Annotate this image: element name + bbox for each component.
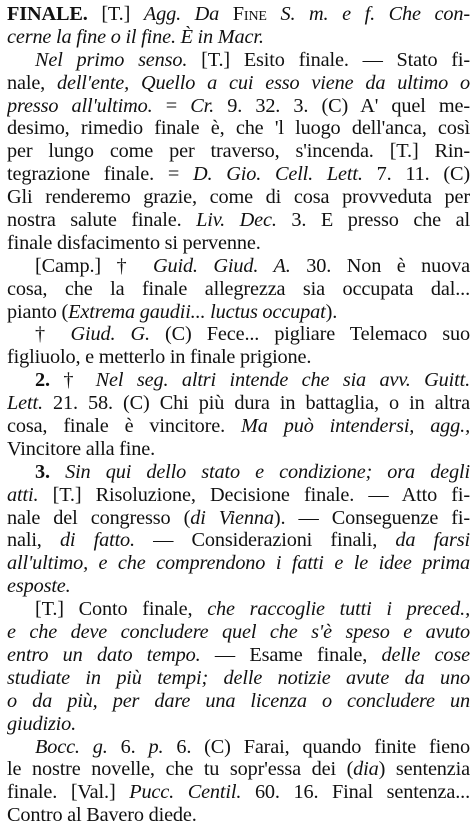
entry-line	[7, 484, 470, 507]
entry-text-segment: 3.	[35, 460, 50, 483]
entry-text-segment: Ma può intendersi, agg.,	[241, 415, 470, 438]
entry-text-segment: studiate in più tempi; delle notizie avute da uno	[7, 666, 470, 689]
entry-text-segment: di fatto.	[59, 529, 135, 552]
entry-line	[7, 346, 470, 369]
entry-text-segment: di Vienna	[190, 506, 274, 529]
entry-text-segment: 3. E presso che al	[276, 209, 470, 232]
entry-text-segment: 60. 16. Final sentenza...	[241, 781, 470, 804]
entry-text-segment: figliuolo, e metterlo in finale prigione.	[7, 346, 312, 369]
entry-text-segment: Gli renderemo grazie, come di cosa provveduta per	[7, 186, 470, 209]
entry-line	[7, 255, 470, 278]
entry-text-segment: [T.] Esito finale. — Stato fi-	[187, 48, 470, 71]
entry-line	[7, 713, 470, 736]
entry-text-segment: †	[49, 369, 96, 392]
entry-text-segment: (C) Fece... pigliare Telemaco suo	[149, 323, 470, 346]
entry-text-segment: cerne la fine o il fine. È in Macr.	[7, 25, 264, 48]
entry-text-segment: Cr.	[190, 94, 215, 117]
entry-text-segment: ).	[325, 300, 338, 323]
entry-line	[7, 438, 470, 461]
entry-text-segment: Fine	[232, 3, 267, 25]
entry-text-segment: nostra salute finale.	[7, 209, 197, 232]
entry-text-segment: Extrema gaudii... luctus occupat	[68, 300, 326, 323]
entry-text-segment: — Considerazioni finali,	[134, 529, 396, 552]
entry-text-segment: Sin qui dello stato e condizione; ora degli	[49, 460, 470, 483]
entry-line	[7, 95, 470, 118]
entry-text-segment: dell'ente, Quello a cui esso viene da ultimo o	[56, 71, 470, 94]
entry-text-segment: p.	[148, 735, 164, 758]
entry-text-segment: delle cose	[381, 643, 470, 666]
entry-line	[7, 621, 470, 644]
entry-text-segment: [T.]	[87, 3, 144, 25]
entry-text-segment: Giud. G.	[70, 323, 150, 346]
entry-text-segment: Pucc. Centil.	[129, 781, 242, 804]
entry-line	[7, 690, 470, 713]
entry-line	[7, 3, 470, 26]
entry-line	[7, 781, 470, 804]
entry-line	[7, 369, 470, 392]
entry-text-segment: giudizio.	[7, 712, 77, 735]
entry-text-segment: Bocc. g.	[35, 735, 108, 758]
entry-text-segment: esposte.	[7, 575, 71, 598]
entry-line	[7, 323, 470, 346]
entry-line	[7, 804, 470, 827]
entry-text-segment: pianto (	[7, 300, 69, 323]
entry-text-segment: Nel seg. altri intende che sia avv. Guitt.	[95, 369, 470, 392]
entry-text-segment: che raccoglie tutti i preced.,	[207, 598, 470, 621]
entry-text-segment: per lungo come per traverso, s'incenda. [T.] Rin-	[7, 140, 470, 163]
entry-line	[7, 415, 470, 438]
entry-line	[7, 163, 470, 186]
entry-text-segment: 9. 32. 3. (C) A' quel me-	[214, 94, 470, 117]
entry-text-segment: finale disfacimento si pervenne.	[7, 231, 261, 254]
entry-text-segment: Lett.	[7, 392, 43, 415]
entry-line	[7, 209, 470, 232]
entry-text-segment: — Esame finale,	[200, 643, 382, 666]
entry-text-segment: le nostre novelle, che tu sopr'essa dei (	[7, 758, 354, 781]
entry-line	[7, 232, 470, 255]
entry-text-segment: D. Gio. Cell. Lett.	[192, 163, 363, 186]
entry-line	[7, 278, 470, 301]
entry-text-segment: [Camp.] †	[35, 254, 153, 277]
entry-text-segment: tegrazione finale. =	[7, 163, 193, 186]
entry-text-segment: atti.	[7, 483, 39, 506]
entry-line	[7, 140, 470, 163]
entry-line	[7, 72, 470, 95]
entry-line	[7, 507, 470, 530]
entry-line	[7, 598, 470, 621]
entry-text-segment: da farsi	[395, 529, 470, 552]
entry-text-segment: nale,	[7, 71, 57, 94]
entry-text-segment: e che deve concludere quel che s'è speso e avuto	[7, 621, 470, 644]
entry-text-segment: [T.] Conto finale,	[35, 598, 208, 621]
entry-text-segment: [T.] Risoluzione, Decisione finale. — Atto fi-	[38, 483, 470, 506]
entry-text-segment: cosa, che la finale allegrezza sia occupata dal...	[7, 277, 470, 300]
entry-text-segment: 7. 11. (C)	[362, 163, 470, 186]
entry-line	[7, 529, 470, 552]
entry-text-segment: Contro al Bavero diede.	[7, 804, 197, 827]
entry-text-segment: cosa, finale è vincitore.	[7, 415, 242, 438]
entry-line	[7, 301, 470, 324]
entry-line	[7, 552, 470, 575]
entry-text-segment: =	[152, 94, 191, 117]
entry-line	[7, 575, 470, 598]
entry-text-segment: 2.	[35, 369, 50, 392]
entry-line	[7, 26, 470, 49]
entry-text-segment: 21. 58. (C) Chi più dura in battaglia, o in altra	[42, 392, 470, 415]
entry-text-segment: Nel primo senso.	[35, 48, 188, 71]
entry-text-segment: desimo, rimedio finale è, che 'l luogo dell'anca, così	[7, 117, 470, 140]
entry-text-segment: ). — Conseguenze fi-	[273, 506, 470, 529]
entry-line	[7, 117, 470, 140]
entry-text-segment: nale del congresso (	[7, 506, 191, 529]
entry-text-segment: 30. Non è nuova	[290, 254, 470, 277]
entry-text-segment: dia	[353, 758, 379, 781]
entry-text-segment: Guid. Giud. A.	[152, 254, 291, 277]
entry-line	[7, 644, 470, 667]
entry-text-segment: finale. [Val.]	[7, 781, 130, 804]
entry-text-segment: ) sentenzia	[378, 758, 470, 781]
entry-line	[7, 736, 470, 759]
entry-line	[7, 461, 470, 484]
entry-text-segment: 6.	[107, 735, 149, 758]
entry-text-segment: 6. (C) Farai, quando finite fieno	[163, 735, 470, 758]
entry-text-segment: Vincitore alla fine.	[7, 437, 155, 460]
entry-line	[7, 186, 470, 209]
headword: FINALE.	[7, 3, 88, 25]
entry-line	[7, 49, 470, 72]
entry-text-segment: Liv. Dec.	[196, 209, 277, 232]
entry-text-segment: entro un dato tempo.	[7, 643, 201, 666]
entry-text-segment: all'ultimo, e che comprendono i fatti e le idee prima	[7, 552, 470, 575]
entry-text-segment: S. m. e f. Che con-	[266, 3, 470, 25]
entry-text-segment: †	[35, 323, 71, 346]
entry-text-segment: o da più, per dare una licenza o concludere un	[7, 689, 470, 712]
entry-line	[7, 392, 470, 415]
entry-text-segment: presso all'ultimo.	[7, 94, 153, 117]
entry-text-segment: Agg. Da	[143, 3, 233, 25]
entry-text-segment: nali,	[7, 529, 60, 552]
entry-line	[7, 667, 470, 690]
